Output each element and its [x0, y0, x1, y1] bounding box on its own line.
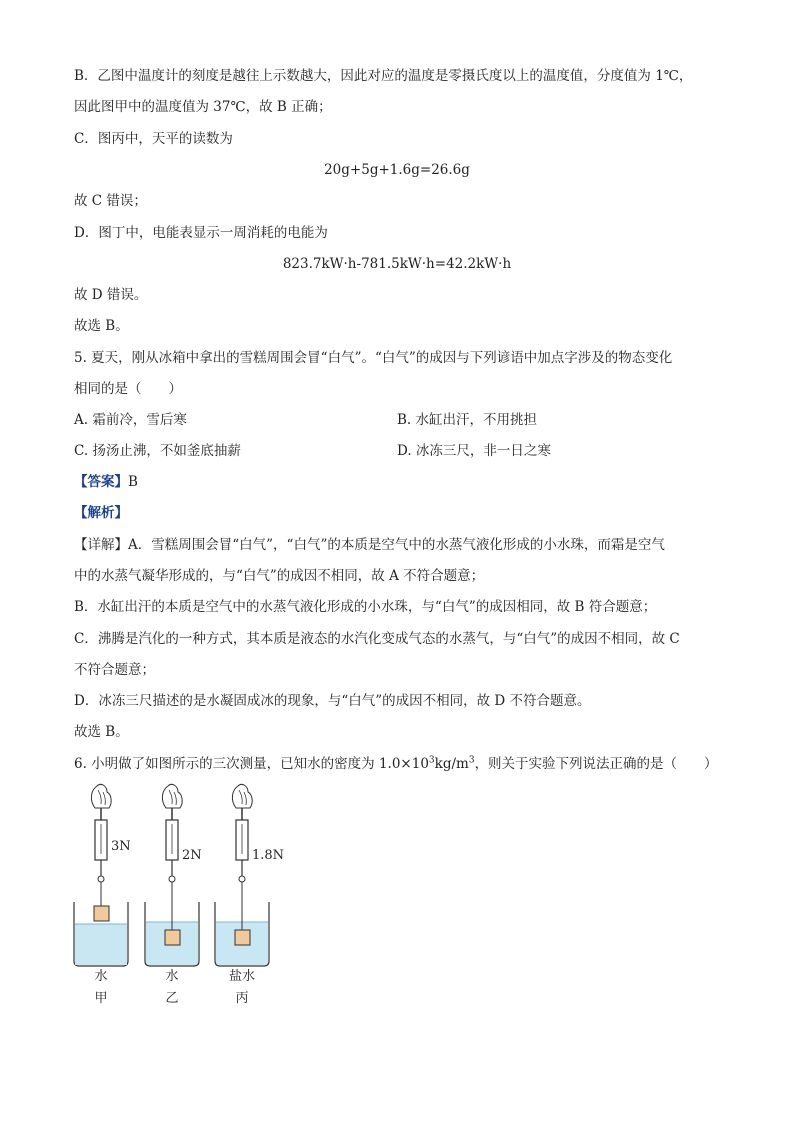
hand-icon — [91, 784, 111, 808]
liquid-label-yi: 水 — [165, 969, 179, 984]
q6-exponent: 3 — [428, 755, 435, 766]
q6-unit-exponent: 3 — [468, 755, 475, 766]
liquid-label-jia: 水 — [94, 969, 108, 984]
explanation-line-a — [74, 535, 724, 555]
solution-line-b-cont: 因此图甲中的温度值为 37℃，故 B 正确； — [74, 99, 332, 115]
liquid-label-bing: 盐水 — [228, 969, 255, 984]
option-c: C. 扬汤止沸，不如釜底抽薪 — [74, 443, 241, 459]
solution-line-c-result: 故 C 错误； — [74, 193, 147, 209]
block-jia — [94, 906, 109, 921]
explanation-line-d: D．冰冻三尺描述的是水凝固成冰的现象，与“白气”的成因不相同，故 D 不符合题意。 — [74, 693, 591, 709]
setup-yi — [145, 784, 199, 966]
solution-line-d: D．图丁中，电能表显示一周消耗的电能为 — [74, 225, 328, 241]
question-5-stem-cont: 相同的是（ ） — [74, 381, 182, 397]
explanation-choice: 故选 B。 — [74, 724, 129, 740]
analysis-line — [74, 503, 724, 523]
explanation-line-b: B．水缸出汗的本质是空气中的水蒸气液化形成的小水珠，与“白气”的成因相同，故 B 符合题意； — [74, 599, 657, 615]
answer-tag: 【答案】 — [74, 474, 128, 490]
block-yi — [165, 930, 180, 945]
equation-balance: 20g+5g+1.6g=26.6g — [324, 162, 470, 178]
answer-value: B — [128, 474, 138, 490]
explanation-line-a-cont: 中的水蒸气凝华形成的，与“白气”的成因不相同，故 A 不符合题意； — [74, 568, 485, 584]
option-d: D. 冰冻三尺，非一日之寒 — [397, 443, 551, 459]
reading-bing: 1.8N — [252, 848, 285, 863]
hand-icon — [232, 784, 252, 808]
setup-bing — [215, 784, 269, 966]
option-a: A. 霜前冷，雪后寒 — [74, 412, 187, 428]
solution-line-d-result: 故 D 错误。 — [74, 287, 148, 303]
answer-line — [74, 472, 724, 492]
explanation-a-text: A．雪糕周围会冒“白气”，“白气”的本质是空气中的水蒸气液化形成的小水珠，而霜是空气 — [128, 537, 665, 553]
reading-jia: 3N — [111, 839, 131, 854]
block-bing — [235, 930, 250, 945]
analysis-tag: 【解析】 — [74, 505, 128, 521]
hand-icon — [162, 784, 182, 808]
setup-name-bing: 丙 — [235, 991, 249, 1006]
q6-text-post: ，则关于实验下列说法正确的是（ ） — [474, 756, 718, 772]
question-6-stem — [74, 754, 724, 774]
equation-energy: 823.7kW·h-781.5kW·h=42.2kW·h — [282, 256, 512, 272]
setup-name-jia: 甲 — [94, 991, 108, 1006]
option-b: B. 水缸出汗，不用挑担 — [397, 412, 538, 428]
reading-yi: 2N — [182, 848, 202, 863]
liquid-jia — [75, 924, 127, 965]
explanation-line-c: C．沸腾是汽化的一种方式，其本质是液态的水汽化变成气态的水蒸气，与“白气”的成因不相同，故 C — [74, 631, 680, 647]
solution-line-b: B．乙图中温度计的刻度是越往上示数越大，因此对应的温度是零摄氏度以上的温度值，分度值为 1℃， — [74, 68, 693, 84]
setup-jia — [74, 784, 128, 966]
solution-choice: 故选 B。 — [74, 318, 129, 334]
question-5-stem: 5. 夏天，刚从冰箱中拿出的雪糕周围会冒“白气”。“白气”的成因与下列谚语中加点字涉及的物态变化 — [74, 350, 673, 366]
explanation-line-c-cont: 不符合题意； — [74, 662, 155, 678]
q6-text-pre: 6. 小明做了如图所示的三次测量，已知水的密度为 1.0×10 — [74, 756, 429, 772]
detail-tag: 【详解】 — [74, 537, 128, 553]
q6-unit: kg/m — [434, 756, 469, 772]
setup-name-yi: 乙 — [165, 991, 179, 1006]
solution-line-c: C．图丙中，天平的读数为 — [74, 131, 233, 147]
